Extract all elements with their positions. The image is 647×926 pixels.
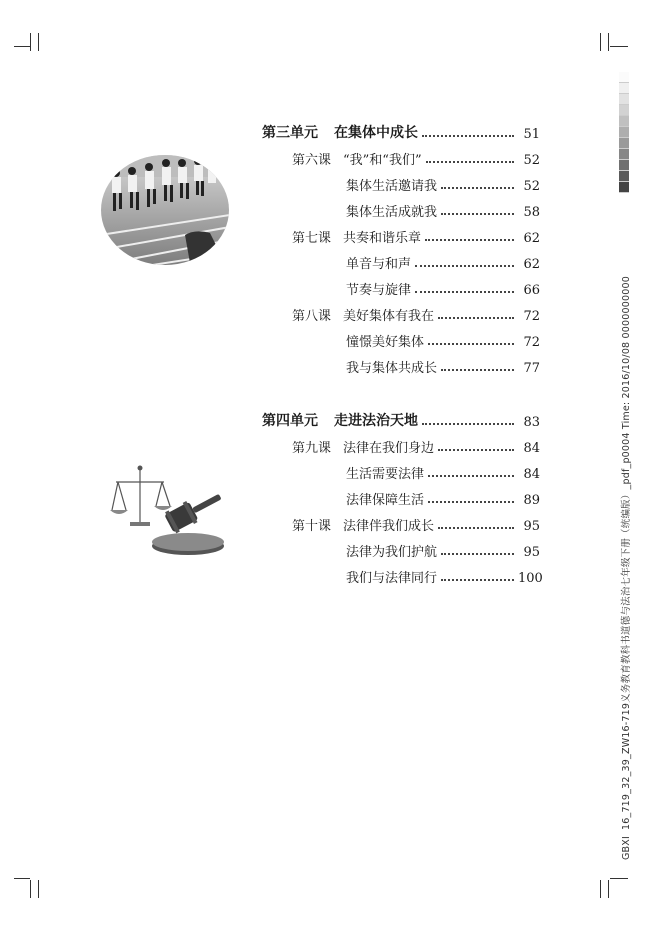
crop-mark-bottom-right [610, 878, 628, 879]
toc-page-number: 51 [523, 127, 540, 142]
dot-leader [422, 135, 514, 137]
toc-unit-4-label: 第四单元 走进法治天地 [262, 413, 418, 429]
toc-page-number: 89 [523, 493, 540, 508]
crop-mark-bottom-left [30, 880, 31, 898]
toc-page-number: 84 [523, 467, 540, 482]
toc-section[interactable] [346, 198, 540, 220]
dot-leader [438, 527, 514, 529]
toc-section[interactable] [346, 486, 540, 508]
side-code: GBXI [621, 836, 632, 860]
toc-lesson-label: 第八课 美好集体有我在 [292, 309, 435, 324]
dot-leader [425, 239, 514, 241]
dot-leader [441, 213, 514, 215]
toc-unit-3-label: 第三单元 在集体中成长 [262, 125, 418, 141]
dot-leader [441, 579, 514, 581]
toc-page-number: 62 [523, 257, 540, 272]
toc-lesson-9[interactable] [292, 434, 540, 456]
toc-page-number: 52 [523, 179, 540, 194]
dot-leader [441, 553, 514, 555]
grayscale-strip [619, 72, 629, 193]
toc-section-label: 法律保障生活 [346, 493, 425, 508]
crop-mark-top-left [30, 33, 31, 51]
toc-lesson-label: 第九课 法律在我们身边 [292, 441, 435, 456]
toc-section-label: 我与集体共成长 [346, 361, 438, 376]
crop-mark-bottom-right [600, 880, 601, 898]
toc-lesson-label: 第十课 法律伴我们成长 [292, 519, 435, 534]
toc-section[interactable] [346, 328, 540, 350]
toc-page-number: 58 [523, 205, 540, 220]
toc-unit-3[interactable] [262, 120, 540, 142]
dot-leader [428, 475, 514, 477]
toc-page-number: 77 [523, 361, 540, 376]
side-text-body: 16_719_32_39_ZW16-719义务教育教科书道德与法治七年级下册（统编版）_pdf_p0004 Time: 2016/10/08 0000000000 [621, 276, 632, 830]
toc-page-number: 84 [523, 441, 540, 456]
toc-page-number: 95 [523, 545, 540, 560]
toc-section-label: 单音与和声 [346, 257, 412, 272]
toc-section[interactable] [346, 538, 540, 560]
toc-section-label: 我们与法律同行 [346, 571, 438, 586]
dot-leader [441, 187, 514, 189]
crop-mark-bottom-left [14, 878, 30, 879]
toc-section[interactable] [346, 564, 543, 586]
scales-and-gavel-illustration [108, 462, 228, 557]
dot-leader [428, 343, 514, 345]
toc-section-label: 法律为我们护航 [346, 545, 438, 560]
toc-page-number: 100 [518, 571, 543, 586]
crop-mark-top-left [38, 33, 39, 51]
toc-page-number: 62 [523, 231, 540, 246]
toc-page-number: 72 [523, 335, 540, 350]
toc-lesson-7[interactable] [292, 224, 540, 246]
toc-section-label: 集体生活邀请我 [346, 179, 438, 194]
side-production-text [618, 276, 632, 860]
dot-leader [422, 423, 514, 425]
toc-lesson-label: 第六课 “我”和“我们” [292, 153, 422, 168]
crop-mark-bottom-left [38, 880, 39, 898]
toc-section[interactable] [346, 354, 540, 376]
toc-section[interactable] [346, 460, 540, 482]
toc-section[interactable] [346, 250, 540, 272]
toc-lesson-label: 第七课 共奏和谐乐章 [292, 231, 422, 246]
dot-leader [438, 317, 514, 319]
dot-leader [415, 291, 514, 293]
toc-unit-4[interactable] [262, 408, 540, 430]
toc-lesson-8[interactable] [292, 302, 540, 324]
dot-leader [426, 161, 514, 163]
students-running-photo [100, 155, 230, 270]
dot-leader [441, 369, 514, 371]
toc-page-number: 66 [523, 283, 540, 298]
toc-section[interactable] [346, 276, 540, 298]
toc-section-label: 节奏与旋律 [346, 283, 412, 298]
crop-mark-top-right [608, 33, 609, 51]
toc-page-number: 52 [523, 153, 540, 168]
dot-leader [428, 501, 514, 503]
toc-page-number: 95 [523, 519, 540, 534]
crop-mark-top-right [610, 46, 628, 47]
toc-section-label: 憧憬美好集体 [346, 335, 425, 350]
toc-lesson-6[interactable] [292, 146, 540, 168]
toc-page-number: 72 [523, 309, 540, 324]
dot-leader [415, 265, 514, 267]
toc-page-number: 83 [523, 415, 540, 430]
toc-section-label: 生活需要法律 [346, 467, 425, 482]
toc-lesson-10[interactable] [292, 512, 540, 534]
dot-leader [438, 449, 514, 451]
crop-mark-top-left [14, 46, 30, 47]
toc-section[interactable] [346, 172, 540, 194]
crop-mark-bottom-right [608, 880, 609, 898]
crop-mark-top-right [600, 33, 601, 51]
toc-section-label: 集体生活成就我 [346, 205, 438, 220]
